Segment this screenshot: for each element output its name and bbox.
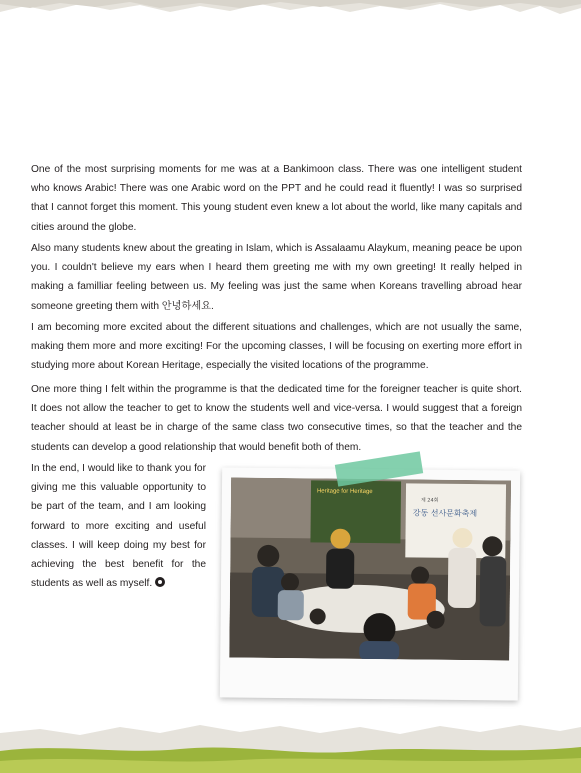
torn-paper-top-edge (0, 0, 581, 40)
paragraph-islamic-greeting: Also many students knew about the greating in Islam, which is Assalaamu Alaykum, meaning peace be upon you. I couldn't believe my ears when I heard them greeting me with my own greeting! It really helped in making a familliar feeling between us. My feeling was just the same when Koreans travelling abroad hear someone greeting them with 안녕하세요. (31, 243, 522, 312)
photo-illustration (229, 478, 511, 661)
closing-text: In the end, I would like to thank you for giving me this valuable opportunity to be part of the team, and I am looking forward to more exciting and useful classes. I will keep doing my best for achieving the best benefit for the students as well as myself. (31, 463, 206, 590)
banner-right-main-text: 강동 선사문화축제 (412, 508, 478, 519)
banner-left-text: Heritage for Heritage (316, 488, 373, 496)
torn-paper-bottom-edge (0, 703, 581, 773)
paragraph-suggestion: One more thing I felt within the programme is that the dedicated time for the foreigner teacher is quite short. It does not allow the teacher to get to know the students well and vice-versa. I would suggest that a foreign teacher should at least be in charge of the same class two consecutive times, so that the teacher and the students can develop a good relationship that would benefit both of them. (31, 384, 522, 453)
paragraph-new-challenges: I am becoming more excited about the different situations and challenges, which are not usually the same, making them more and more exciting! For the upcoming classes, I will be focusing on exerting more effort in studying more about Korean Heritage, especially the visited locations of the programme. (31, 322, 522, 372)
festival-classroom-photo (229, 478, 511, 661)
end-mark-icon (155, 577, 165, 587)
photo-polaroid-frame (220, 467, 520, 700)
paragraph-bankimoon-class: One of the most surprising moments for me was at a Bankimoon class. There was one intelligent student who knows Arabic! There was one Arabic word on the PPT and he could read it fluently! I was so surprised that I cannot forget this moment. This young student even knew a lot about the world, like many capitals and cities around the globe. (31, 164, 522, 233)
banner-right-small-text: 제 24회 (420, 497, 439, 504)
closing-paragraph (31, 459, 206, 593)
